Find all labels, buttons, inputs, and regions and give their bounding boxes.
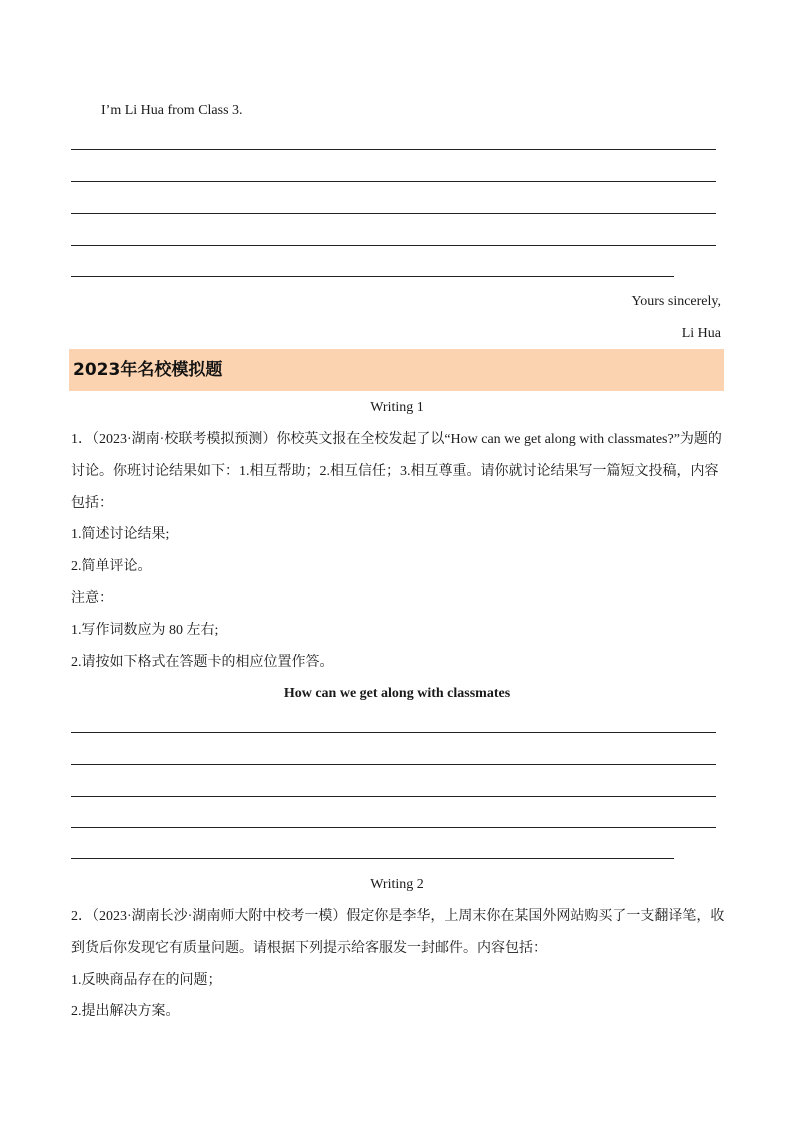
letter-signature: Li Hua <box>681 326 721 341</box>
writing2-prompt-line2: 到货后你发现它有质量问题。请根据下列提示给客服发一封邮件。内容包括： <box>71 941 547 956</box>
writing1-point1: 1.简述讨论结果; <box>71 527 170 542</box>
writing2-point2: 2.提出解决方案。 <box>71 1004 180 1019</box>
answer-line <box>71 764 716 765</box>
writing1-prompt-line3: 包括： <box>71 496 113 511</box>
answer-line <box>71 796 716 797</box>
section-banner <box>69 349 724 391</box>
letter-closing: Yours sincerely, <box>631 294 721 309</box>
writing1-prompt-line2: 讨论。你班讨论结果如下：1.相互帮助；2.相互信任；3.相互尊重。请你就讨论结果写一篇短文投稿，内容 <box>71 464 719 479</box>
writing1-point2: 2.简单评论。 <box>71 559 152 574</box>
section-title: 2023年名校模拟题 <box>73 360 223 380</box>
writing1-note2: 2.请按如下格式在答题卡的相应位置作答。 <box>71 655 334 670</box>
answer-line <box>71 213 716 214</box>
answer-line <box>71 732 716 733</box>
letter-intro: I’m Li Hua from Class 3. <box>101 103 243 118</box>
answer-line <box>71 276 674 277</box>
writing1-essay-title: How can we get along with classmates <box>283 686 511 701</box>
writing1-heading: Writing 1 <box>370 400 424 415</box>
answer-line <box>71 827 716 828</box>
writing1-note1: 1.写作词数应为 80 左右; <box>71 623 219 638</box>
writing1-note-label: 注意： <box>71 591 113 606</box>
answer-line <box>71 149 716 150</box>
writing2-heading: Writing 2 <box>370 877 424 892</box>
writing2-point1: 1.反映商品存在的问题； <box>71 973 222 988</box>
writing2-prompt-line1: 2．（2023·湖南长沙·湖南师大附中校考一模）假定你是李华，上周末你在某国外网站购买了一支翻译笔，收 <box>71 909 725 924</box>
answer-line <box>71 245 716 246</box>
answer-line <box>71 181 716 182</box>
writing1-prompt-line1: 1．（2023·湖南·校联考模拟预测）你校英文报在全校发起了以“How can we get along with classmates?”为题的 <box>71 432 722 447</box>
answer-line <box>71 858 674 859</box>
